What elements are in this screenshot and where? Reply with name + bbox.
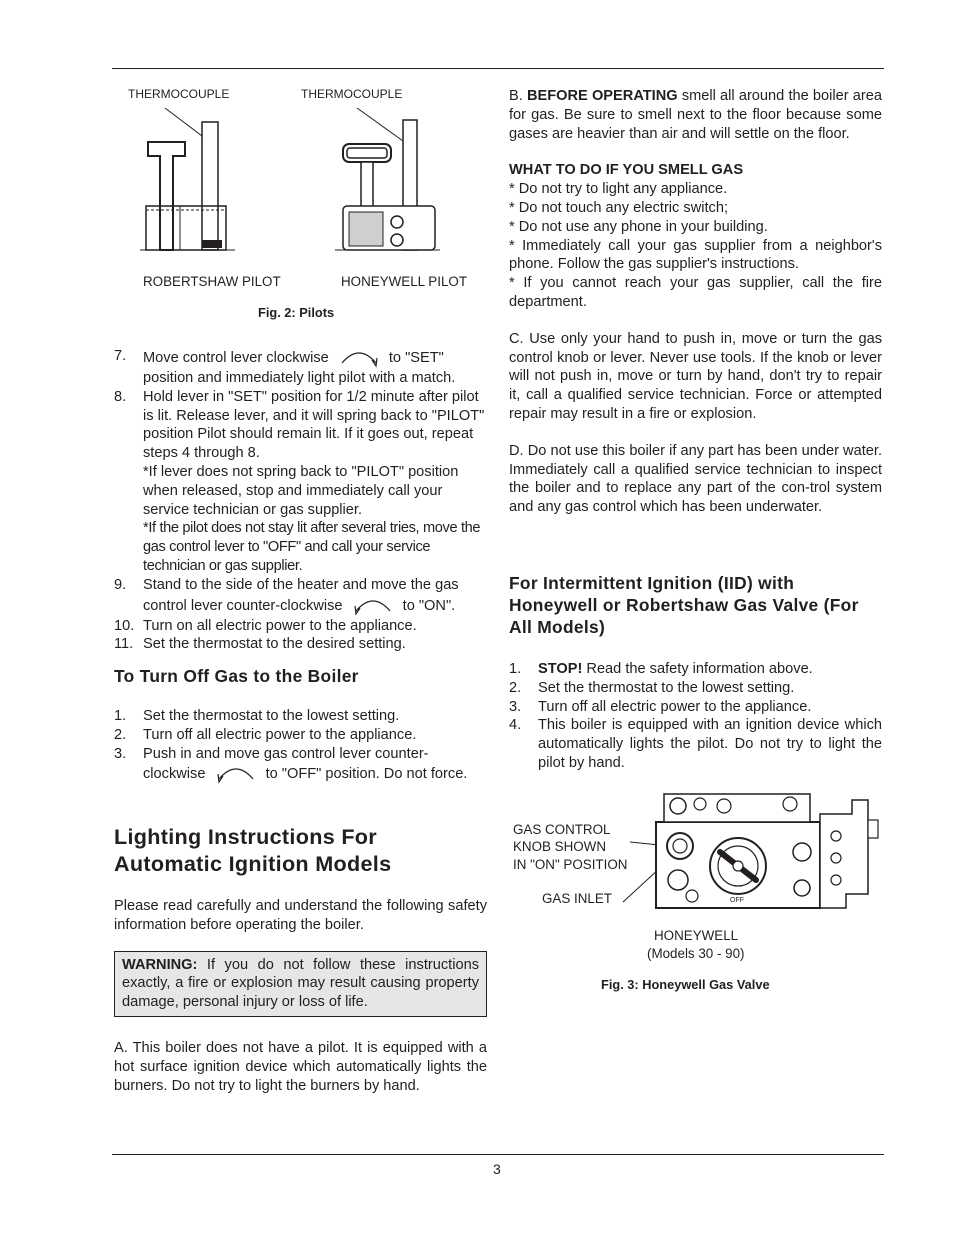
step-number: 4. — [509, 717, 522, 734]
turn-off-heading: To Turn Off Gas to the Boiler — [114, 666, 359, 686]
step-text: Turn off all electric power to the appliance. — [538, 698, 812, 715]
step-11 — [114, 635, 487, 654]
para-b-prefix: B. — [509, 88, 527, 104]
smell-item-1: * Do not try to light any appliance. — [509, 181, 728, 198]
step-text: Set the thermostat to the lowest setting. — [538, 679, 795, 696]
para-c: C. Use only your hand to push in, move or turn the gas control knob or lever. Never use tools. If the knob or lever will not push in, move or turn by hand, don't try to repair it, call a qualified service technician. Force or attempted repair may result in a fire or explosion. — [509, 330, 882, 422]
page-number: 3 — [493, 1161, 501, 1177]
valve-knob-label: OFF — [730, 897, 744, 904]
step-text: Move control lever clockwise — [143, 349, 329, 366]
fig3-callout-line-2: KNOB SHOWN — [513, 839, 606, 854]
warning-text: If you do not follow these instructions exactly, a fire or explosion may result causing property damage, personal injury or loss of life. — [122, 956, 479, 1011]
right-column — [509, 87, 882, 517]
auto-intro: Please read carefully and understand the following safety information before operating the boiler. — [114, 898, 487, 933]
honeywell-pilot-drawing — [335, 100, 445, 255]
smell-item-5: * If you cannot reach your gas supplier, call the fire department. — [509, 275, 882, 310]
step-text: to "ON". — [402, 597, 456, 614]
smell-gas-heading: WHAT TO DO IF YOU SMELL GAS — [509, 162, 744, 179]
step-text: Turn off all electric power to the appliance. — [143, 726, 417, 743]
smell-item-3: * Do not use any phone in your building. — [509, 218, 768, 235]
step-text: Stand to the side of the heater and move the gas control lever counter-clockwise — [143, 576, 459, 614]
automatic-ignition-heading: Lighting Instructions For Automatic Ignition Models — [114, 824, 392, 876]
iid-step-1 — [509, 660, 882, 679]
step-text: Set the thermostat to the lowest setting. — [143, 708, 400, 724]
turn-off-section — [114, 665, 487, 785]
fig3-gas-inlet-label: GAS INLET — [542, 891, 612, 906]
counter-clockwise-arrow-icon — [353, 595, 393, 617]
warning-box — [114, 951, 487, 1017]
lighting-steps — [114, 347, 487, 654]
step-10 — [114, 617, 487, 636]
step-text: Hold lever in "SET" position for 1/2 minute after pilot is lit. Release lever, and it will spring back to "PILOT" position Pilot should remain lit. If it goes out, repeat steps 4 through 8. — [143, 388, 485, 462]
step-bold: STOP! — [538, 661, 583, 677]
step-number: 3. — [509, 698, 522, 715]
step-number: 2. — [509, 679, 522, 696]
fig2-thermocouple-label-right: THERMOCOUPLE — [301, 87, 403, 101]
clockwise-arrow-icon — [339, 347, 379, 369]
step-text: Read the safety information above. — [582, 661, 813, 677]
automatic-ignition-section — [114, 823, 487, 1095]
fig3-model-range: (Models 30 - 90) — [647, 946, 745, 961]
step-number: 1. — [509, 661, 522, 677]
robertshaw-pilot-drawing — [140, 100, 240, 255]
step-8 — [114, 388, 487, 576]
auto-para-a: A. This boiler does not have a pilot. It is equipped with a hot surface ignition device which automatically lights the burners. Do not try to light the burners by hand. — [114, 1039, 487, 1094]
step-text: Turn on all electric power to the appliance. — [143, 617, 417, 634]
fig2-honeywell-label: HONEYWELL PILOT — [341, 274, 468, 289]
fig3-callout-line-3: IN "ON" POSITION — [513, 857, 628, 872]
iid-step-2 — [509, 679, 882, 698]
turn-off-step-1 — [114, 707, 487, 726]
para-b-text: smell all around the boiler area for gas. Be sure to smell next to the floor because some gases are heavier than air and will settle on the floor. — [509, 88, 882, 142]
counter-clockwise-arrow-icon — [216, 763, 256, 785]
turn-off-step-3 — [114, 745, 487, 786]
step-number: 2. — [114, 726, 127, 743]
step-number: 7. — [114, 348, 127, 364]
iid-heading: For Intermittent Ignition (IID) with Honeywell or Robertshaw Gas Valve (For All Models) — [509, 573, 859, 637]
step-text: Push in and move gas control lever counter-clockwise — [143, 745, 429, 783]
iid-step-4 — [509, 716, 882, 772]
step-text: to "SET" position and immediately light pilot with a match. — [143, 349, 456, 386]
step-number: 3. — [114, 745, 127, 762]
fig2-caption: Fig. 2: Pilots — [258, 305, 335, 320]
warning-label: WARNING: — [122, 956, 198, 973]
para-b — [509, 87, 882, 143]
iid-section — [509, 572, 882, 773]
para-d: D. Do not use this boiler if any part has been under water. Immediately call a qualified service technician to inspect the boiler and to replace any part of the con-trol system and any gas control which has been underwater. — [509, 442, 882, 516]
bottom-rule — [112, 1154, 884, 1155]
step-number: 1. — [114, 708, 127, 724]
smell-item-2: * Do not touch any electric switch; — [509, 199, 729, 216]
smell-item-4: * Immediately call your gas supplier from a neighbor's phone. Follow the gas supplier's instructions. — [509, 237, 882, 273]
step-text: This boiler is equipped with an ignition device which automatically lights the pilot. Do not try to light the pilot by hand. — [538, 717, 882, 771]
step-text: to "OFF" position. Do not force. — [265, 766, 468, 783]
fig2-robertshaw-label: ROBERTSHAW PILOT — [143, 274, 281, 289]
turn-off-step-2 — [114, 726, 487, 745]
fig2-thermocouple-label-left: THERMOCOUPLE — [128, 87, 230, 101]
step-note: *If lever does not spring back to "PILOT" position when released, stop and immediately call your service technician or gas supplier. — [143, 463, 459, 518]
step-7 — [114, 347, 487, 388]
iid-step-3 — [509, 698, 882, 717]
step-9 — [114, 576, 487, 617]
step-number: 11. — [114, 636, 134, 653]
step-number: 8. — [114, 388, 127, 405]
step-note: *If the pilot does not stay lit after several tries, move the gas control lever to "OFF" and call your service technician or gas supplier. — [143, 520, 481, 574]
top-rule — [112, 68, 884, 69]
fig3-caption: Fig. 3: Honeywell Gas Valve — [601, 977, 770, 992]
step-text: Set the thermostat to the desired setting. — [143, 636, 406, 653]
para-b-bold: BEFORE OPERATING — [526, 88, 678, 104]
step-number: 9. — [114, 576, 127, 593]
fig3-callout-line-1: GAS CONTROL — [513, 822, 611, 837]
honeywell-gas-valve-drawing — [620, 790, 890, 920]
fig3-model-name: HONEYWELL — [654, 928, 739, 943]
step-number: 10. — [114, 617, 135, 634]
